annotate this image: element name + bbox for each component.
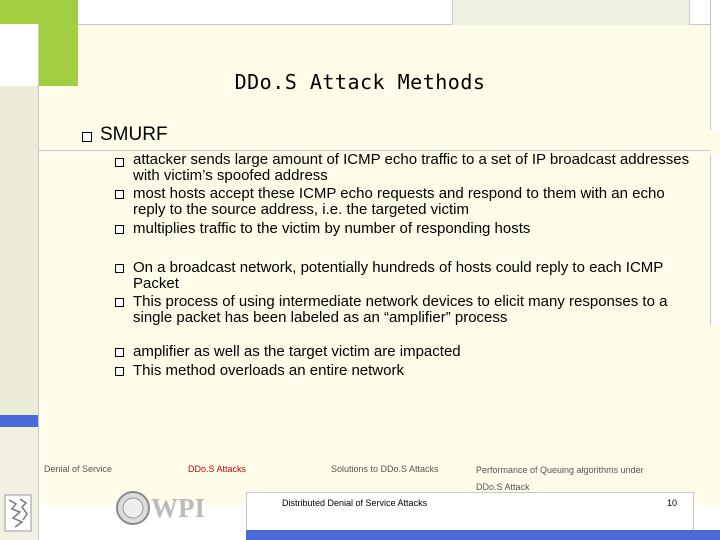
wpi-logo <box>115 490 210 526</box>
sub-bullet-square-icon <box>115 348 124 357</box>
sub-bullet-square-icon <box>115 367 124 376</box>
right-edge-block-2 <box>710 155 720 325</box>
sub-bullet: On a broadcast network, potentially hundreds of hosts could reply to each ICMP Packet <box>133 259 664 292</box>
footer-title: Distributed Denial of Service Attacks <box>282 498 428 508</box>
left-blue-marker <box>0 415 38 427</box>
right-edge-block <box>710 0 720 130</box>
guide-line-v <box>38 86 39 540</box>
left-tan-strip <box>0 86 38 415</box>
top-right-block <box>452 0 690 25</box>
nav-link-solutions[interactable]: Solutions to DDo.S Attacks <box>331 464 439 474</box>
sub-bullet: attacker sends large amount of ICMP echo traffic to a set of IP broadcast addresses with victim’s spoofed address <box>133 151 690 184</box>
sub-bullet-square-icon <box>115 264 124 273</box>
bottom-blue-line <box>246 530 720 540</box>
nav-link-ddos-attacks[interactable]: DDo.S Attacks <box>188 464 247 474</box>
sub-bullet: most hosts accept these ICMP echo requests and respond to them with an echo reply to the source address, i.e. the targeted victim <box>133 185 665 218</box>
bullet-smurf: SMURF <box>100 124 168 145</box>
sub-bullet-square-icon <box>115 190 124 199</box>
sub-bullet: amplifier as well as the target victim are impacted <box>133 343 461 360</box>
page-number: 10 <box>667 498 678 508</box>
slide-title: DDo.S Attack Methods <box>234 70 486 94</box>
sub-bullet: multiplies traffic to the victim by number of responding hosts <box>133 220 531 237</box>
nav-link-denial-of-service[interactable]: Denial of Service <box>44 464 113 474</box>
bullet-square-icon <box>82 132 92 142</box>
sub-bullet-square-icon <box>115 298 124 307</box>
scribble-icon <box>4 494 32 532</box>
nav-link-performance[interactable]: Performance of Queuing algorithms under DDo.S Attack <box>476 465 644 492</box>
wpi-logo-text: WPI <box>151 493 205 523</box>
top-left-green-block-2 <box>38 24 78 86</box>
top-left-green-block <box>0 0 78 24</box>
sub-bullet: This method overloads an entire network <box>133 362 404 379</box>
top-left-white-block <box>0 24 39 86</box>
sub-bullet-square-icon <box>115 158 124 167</box>
sub-bullet-square-icon <box>115 225 124 234</box>
sub-bullet: This process of using intermediate network devices to elicit many responses to a single packet has been labeled as an “amplifier” process <box>133 293 668 326</box>
